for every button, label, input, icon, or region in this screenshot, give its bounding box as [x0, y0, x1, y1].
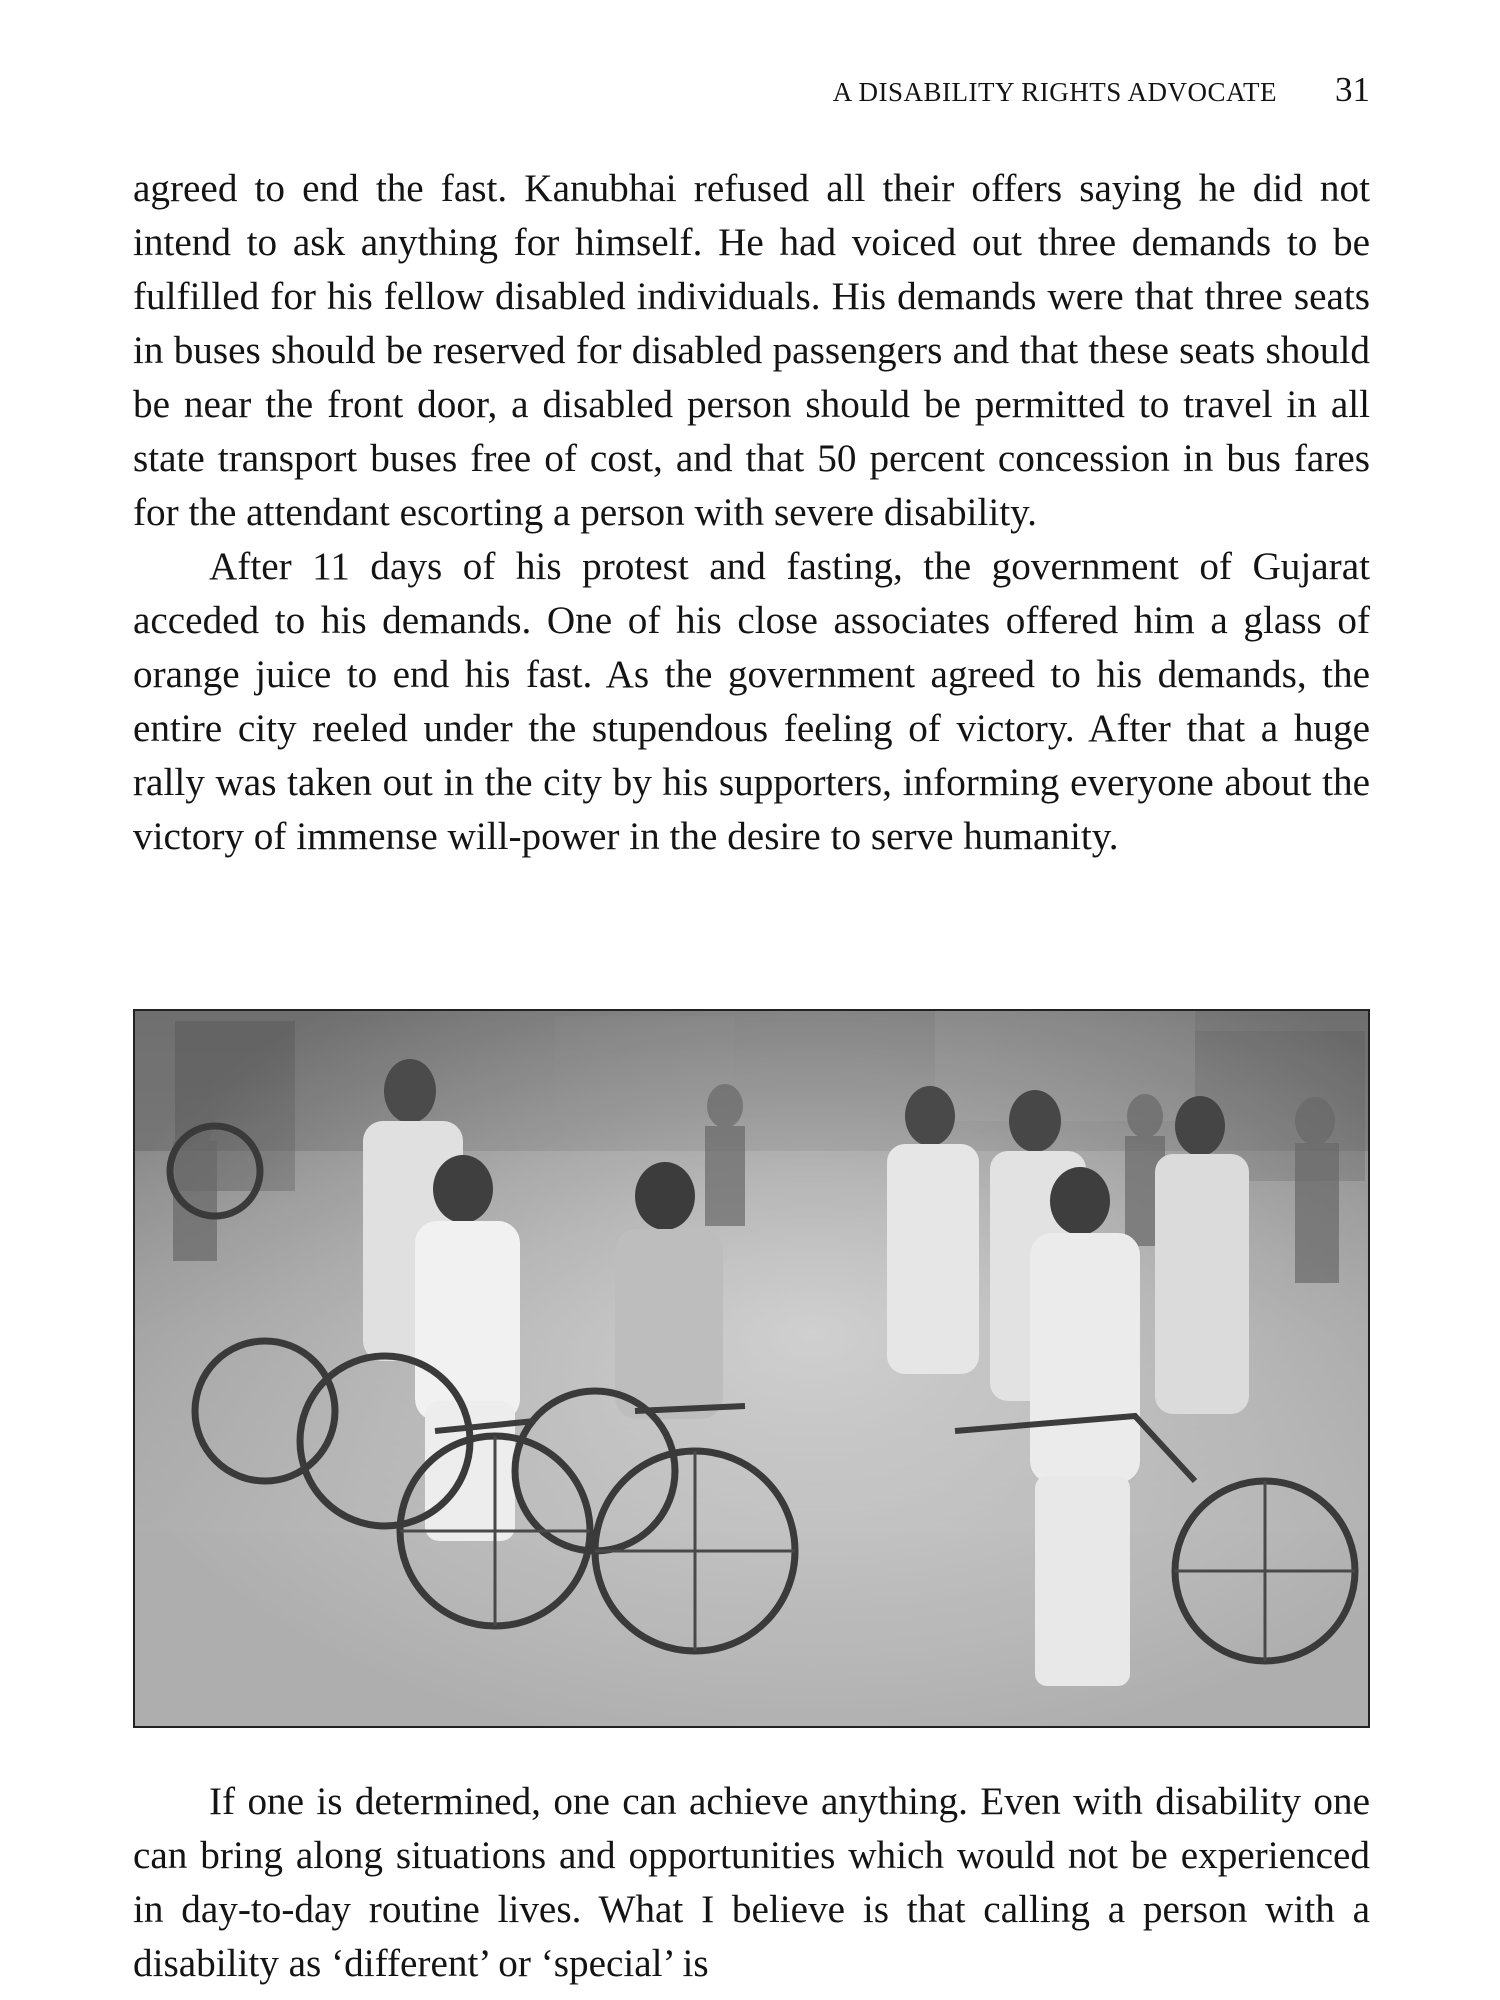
page-number: 31	[1335, 70, 1370, 109]
body-text-bottom	[133, 1775, 1370, 1991]
paragraph: If one is determined, one can achieve anything. Even with disability one can bring along situations and opportunities which would not be experienced in day-to-day routine lives. What I believe is that calling a person with a disability as ‘different’ or ‘special’ is	[133, 1780, 1370, 1985]
running-header	[833, 70, 1370, 110]
running-title: A DISABILITY RIGHTS ADVOCATE	[832, 77, 1277, 107]
body-text-top	[133, 162, 1370, 864]
rally-photograph	[133, 1009, 1370, 1728]
paragraph: After 11 days of his protest and fasting, the government of Gujarat acceded to his demands. One of his close associates offered him a glass of orange juice to end his fast. As the government agreed to his demands, the entire city reeled under the stupendous feeling of victory. After that a huge rally was taken out in the city by his supporters, informing everyone about the victory of immense will-power in the desire to serve humanity.	[133, 545, 1370, 858]
paragraph-continued: agreed to end the fast. Kanubhai refused all their offers saying he did not intend to ask anything for himself. He had voiced out three demands to be fulfilled for his fellow disabled individuals. His demands were that three seats in buses should be reserved for disabled passengers and that these seats should be near the front door, a disabled person should be permitted to travel in all state transport buses free of cost, and that 50 percent concession in bus fares for the attendant escorting a person with severe disability.	[133, 167, 1370, 534]
